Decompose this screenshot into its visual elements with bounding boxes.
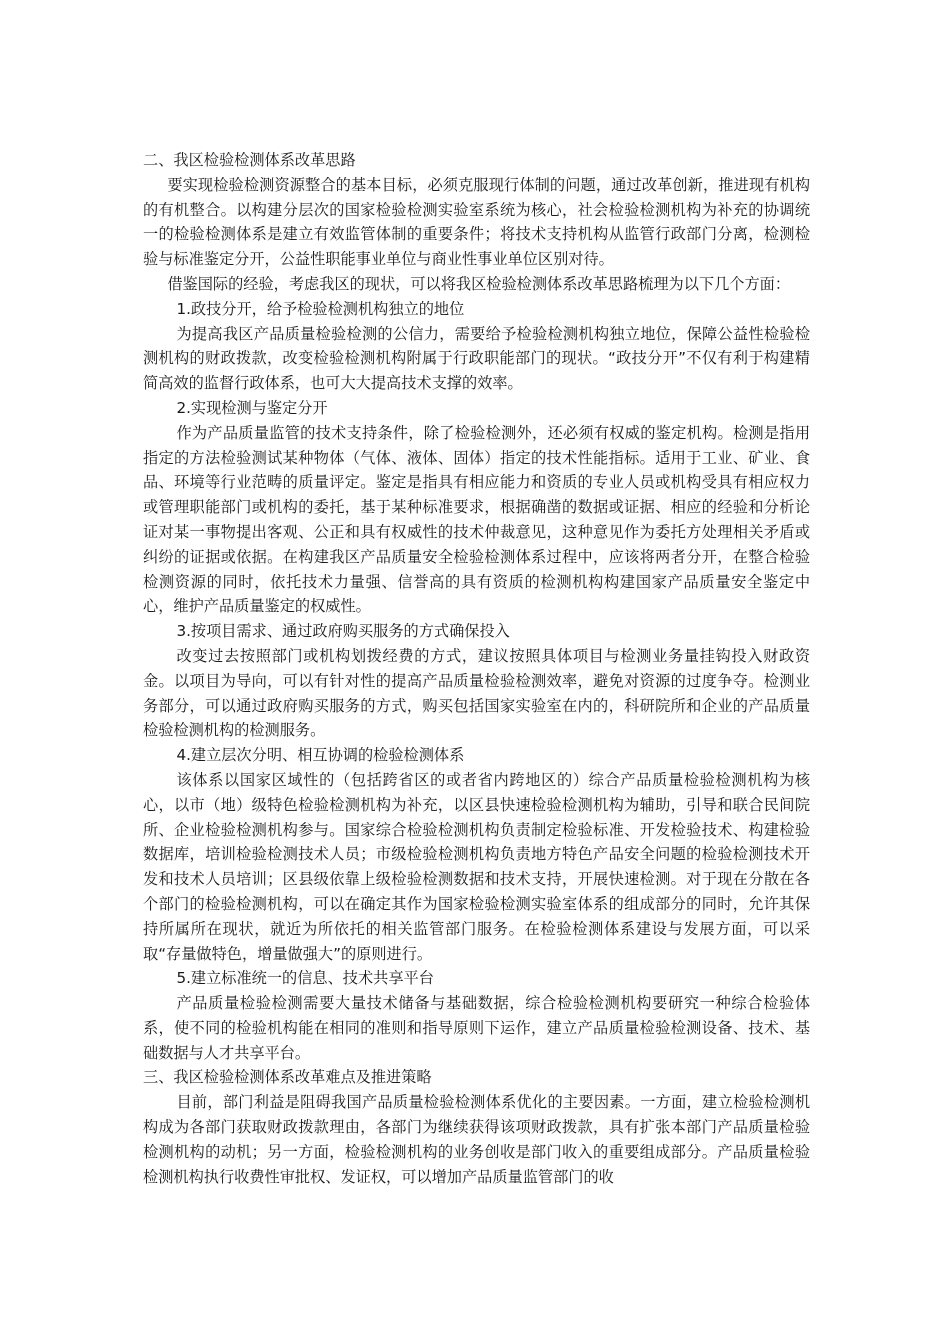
item-3-title: 3.按项目需求、通过政府购买服务的方式确保投入 <box>176 622 510 641</box>
item-5-body: 产品质量检验检测需要大量技术储备与基础数据，综合检验检测机构要研究一种综合检验体系，使不同的检验机构能在相同的准则和指导原则下运作，建立产品质量检验检测设备、技术、基础数据与人才共享平台。 <box>143 994 810 1062</box>
section-3-paragraph-1: 目前，部门利益是阻碍我国产品质量检验检测体系优化的主要因素。一方面，建立检验检测机构成为各部门获取财政拨款理由，各部门为继续获得该项财政拨款，具有扩张本部门产品质量检验检测机构的动机；另一方面，检验检测机构的业务创收是部门收入的重要组成部分。产品质量检验检测机构执行收费性审批权、发证权，可以增加产品质量监管部门的收 <box>143 1093 810 1186</box>
item-4-title: 4.建立层次分明、相互协调的检验检测体系 <box>176 746 465 765</box>
section-2-intro-paragraph-2: 借鉴国际的经验，考虑我区的现状，可以将我区检验检测体系改革思路梳理为以下几个方面： <box>167 274 790 293</box>
item-1-title: 1.政技分开，给予检验检测机构独立的地位 <box>176 299 465 318</box>
item-2-title: 2.实现检测与鉴定分开 <box>176 398 328 417</box>
item-1-body: 为提高我区产品质量检验检测的公信力，需要给予检验检测机构独立地位，保障公益性检验检测机构的财政拨款，改变检验检测机构附属于行政职能部门的现状。“政技分开”不仅有利于构建精简高效的监督行政体系，也可大大提高技术支撑的效率。 <box>143 324 810 393</box>
document-page <box>143 148 810 1189</box>
section-3-heading: 三、我区检验检测体系改革难点及推进策略 <box>143 1068 432 1087</box>
item-4-body: 该体系以国家区域性的（包括跨省区的或者省内跨地区的）综合产品质量检验检测机构为核心，以市（地）级特色检验检测机构为补充，以区县快速检验检测机构为辅助，引导和联合民间院所、企业检验检测机构参与。国家综合检验检测机构负责制定检验标准、开发检验技术、构建检验数据库，培训检验检测技术人员；市级检验检测机构负责地方特色产品安全问题的检验检测技术开发和技术人员培训；区县级依靠上级检验检测数据和技术支持，开展快速检测。对于现在分散在各个部门的检验检测机构，可以在确定其作为国家检验检测实验室体系的组成部分的同时，允许其保持所属所在现状，就近为所依托的相关监管部门服务。在检验检测体系建设与发展方面，可以采取“存量做特色，增量做强大”的原则进行。 <box>143 770 810 963</box>
item-2-body: 作为产品质量监管的技术支持条件，除了检验检测外，还必须有权威的鉴定机构。检测是指用指定的方法检验测试某种物体（气体、液体、固体）指定的技术性能指标。适用于工业、矿业、食品、环境等行业范畴的质量评定。鉴定是指具有相应能力和资质的专业人员或机构受具有相应权力或管理职能部门或机构的委托，基于某种标准要求，根据确凿的数据或证据、相应的经验和分析论证对某一事物提出客观、公正和具有权威性的技术仲裁意见，这种意见作为委托方处理相关矛盾或纠纷的证据或依据。在构建我区产品质量安全检验检测体系过程中，应该将两者分开，在整合检验检测资源的同时，依托技术力量强、信誉高的具有资质的检测机构构建国家产品质量安全鉴定中心，维护产品质量鉴定的权威性。 <box>143 423 810 616</box>
item-3-body: 改变过去按照部门或机构划拨经费的方式，建议按照具体项目与检测业务量挂钩投入财政资金。以项目为导向，可以有针对性的提高产品质量检验检测效率，避免对资源的过度争夺。检测业务部分，可以通过政府购买服务的方式，购买包括国家实验室在内的，科研院所和企业的产品质量检验检测机构的检测服务。 <box>143 646 810 740</box>
section-2-intro-paragraph-1: 要实现检验检测资源整合的基本目标，必须克服现行体制的问题，通过改革创新，推进现有机构的有机整合。以构建分层次的国家检验检测实验室系统为核心，社会检验检测机构为补充的协调统一的检验检测体系是建立有效监管体制的重要条件；将技术支持机构从监管行政部门分离，检测检验与标准鉴定分开，公益性职能事业单位与商业性事业单位区别对待。 <box>143 175 810 269</box>
item-5-title: 5.建立标准统一的信息、技术共享平台 <box>176 969 434 988</box>
section-2-heading: 二、我区检验检测体系改革思路 <box>143 151 356 169</box>
